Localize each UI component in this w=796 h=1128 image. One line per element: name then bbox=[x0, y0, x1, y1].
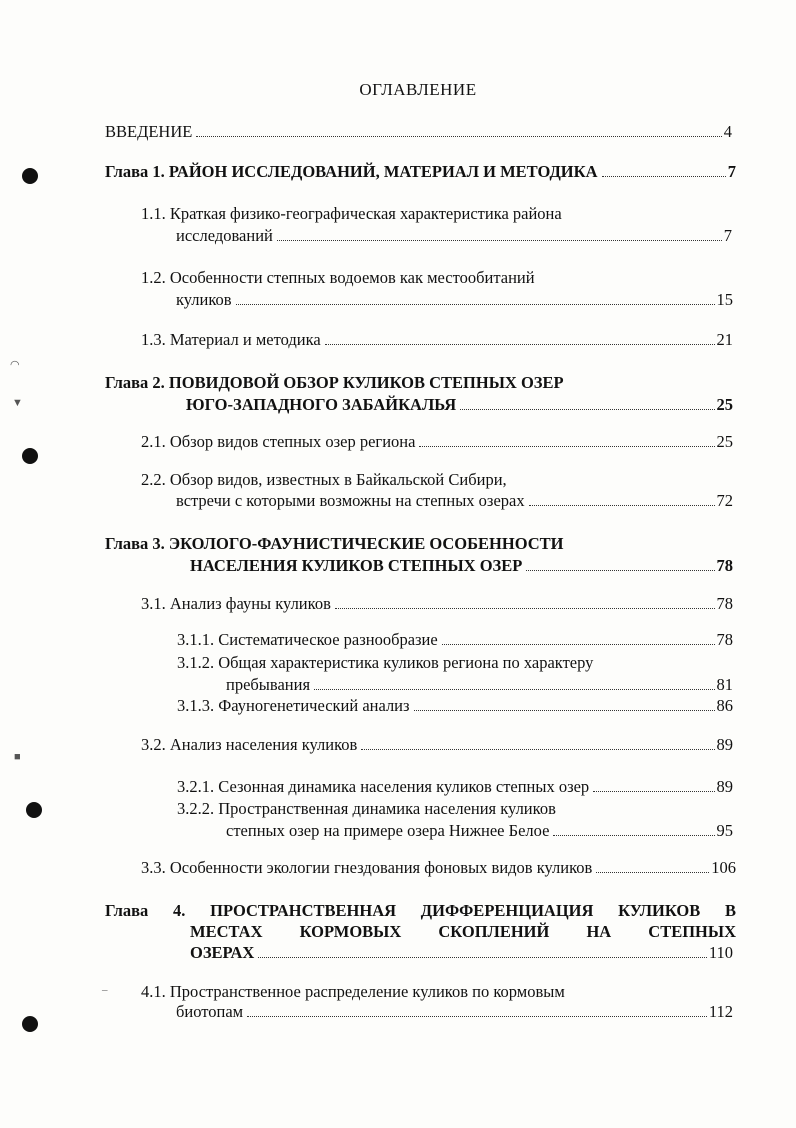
scan-speck: ■ bbox=[14, 751, 21, 763]
page-number: 15 bbox=[716, 290, 733, 309]
page-number: 25 bbox=[716, 395, 733, 414]
leader-dots bbox=[419, 446, 714, 447]
toc-title: ОГЛАВЛЕНИЕ bbox=[359, 80, 477, 99]
page-number: 112 bbox=[708, 1002, 733, 1021]
leader-dots bbox=[602, 176, 726, 177]
toc-section-3-3[interactable] bbox=[141, 858, 736, 878]
toc-chapter-2[interactable] bbox=[186, 395, 733, 415]
leader-dots bbox=[593, 791, 714, 792]
page-number: 81 bbox=[716, 675, 733, 694]
binder-hole bbox=[26, 802, 42, 818]
page-number: 86 bbox=[716, 696, 733, 715]
toc-section-1-3[interactable] bbox=[141, 330, 733, 350]
scan-speck: ▼ bbox=[12, 397, 23, 409]
entry-text: пребывания bbox=[226, 675, 311, 694]
toc-section-3-2-2-line1[interactable]: 3.2.2. Пространственная динамика населения куликов bbox=[177, 799, 556, 818]
entry-text: встречи с которыми возможны на степных озерах bbox=[176, 491, 525, 510]
chapter-word: КОРМОВЫХ bbox=[299, 922, 402, 941]
toc-chapter-4-line1[interactable] bbox=[105, 901, 736, 921]
leader-dots bbox=[596, 872, 709, 873]
page-number: 25 bbox=[716, 432, 733, 451]
toc-chapter-4[interactable] bbox=[190, 943, 733, 963]
toc-section-4-1[interactable] bbox=[176, 1002, 733, 1022]
scan-speck: – bbox=[102, 984, 108, 996]
page-number: 7 bbox=[727, 162, 736, 181]
entry-text: Глава 1. РАЙОН ИССЛЕДОВАНИЙ, МАТЕРИАЛ И МЕТОДИКА bbox=[105, 162, 598, 181]
leader-dots bbox=[314, 689, 714, 690]
page-number: 78 bbox=[716, 556, 733, 575]
leader-dots bbox=[247, 1016, 707, 1017]
entry-text: 3.2.1. Сезонная динамика населения куликов степных озер bbox=[177, 777, 590, 796]
leader-dots bbox=[526, 570, 714, 571]
leader-dots bbox=[460, 409, 714, 410]
leader-dots bbox=[236, 304, 715, 305]
page-number: 78 bbox=[716, 630, 733, 649]
page-number: 72 bbox=[716, 491, 733, 510]
toc-section-1-2-line1[interactable]: 1.2. Особенности степных водоемов как местообитаний bbox=[141, 268, 535, 287]
entry-text: 3.3. Особенности экологии гнездования фоновых видов куликов bbox=[141, 858, 593, 877]
toc-entry-intro[interactable] bbox=[105, 122, 732, 142]
toc-section-1-1[interactable] bbox=[176, 226, 732, 246]
leader-dots bbox=[258, 957, 707, 958]
page-number: 78 bbox=[716, 594, 733, 613]
toc-section-3-1-2[interactable] bbox=[226, 675, 733, 695]
toc-chapter-4-line2[interactable] bbox=[190, 922, 736, 942]
toc-section-1-2[interactable] bbox=[176, 290, 733, 310]
toc-section-2-2-line1[interactable]: 2.2. Обзор видов, известных в Байкальской Сибири, bbox=[141, 470, 507, 489]
leader-dots bbox=[442, 644, 715, 645]
chapter-word: КУЛИКОВ bbox=[618, 901, 701, 920]
entry-text: ОЗЕРАХ bbox=[190, 943, 255, 962]
toc-chapter-3[interactable] bbox=[190, 556, 733, 576]
scan-speck: ◠ bbox=[10, 359, 20, 371]
toc-section-3-1-3[interactable] bbox=[177, 696, 733, 716]
entry-text: ВВЕДЕНИЕ bbox=[105, 122, 193, 141]
toc-section-1-1-line1[interactable]: 1.1. Краткая физико-географическая характеристика района bbox=[141, 204, 562, 223]
entry-text: 3.1.3. Фауногенетический анализ bbox=[177, 696, 410, 715]
toc-section-3-2-2[interactable] bbox=[226, 821, 733, 841]
entry-text: 2.1. Обзор видов степных озер региона bbox=[141, 432, 416, 451]
chapter-word: В bbox=[724, 901, 736, 920]
leader-dots bbox=[325, 344, 715, 345]
page-number: 95 bbox=[716, 821, 733, 840]
toc-section-3-1-2-line1[interactable]: 3.1.2. Общая характеристика куликов региона по характеру bbox=[177, 653, 594, 672]
entry-text: 1.3. Материал и методика bbox=[141, 330, 321, 349]
binder-hole bbox=[22, 448, 38, 464]
chapter-word: СТЕПНЫХ bbox=[648, 922, 736, 941]
page-number: 21 bbox=[716, 330, 733, 349]
entry-text: 3.1. Анализ фауны куликов bbox=[141, 594, 331, 613]
toc-section-4-1-line1[interactable]: 4.1. Пространственное распределение куликов по кормовым bbox=[141, 982, 565, 1001]
toc-chapter-1[interactable] bbox=[105, 162, 736, 182]
toc-section-3-1[interactable] bbox=[141, 594, 733, 614]
entry-text: биотопам bbox=[176, 1002, 244, 1021]
toc-section-2-1[interactable] bbox=[141, 432, 733, 452]
leader-dots bbox=[553, 835, 714, 836]
page-number: 106 bbox=[711, 858, 736, 877]
entry-text: исследований bbox=[176, 226, 273, 245]
entry-text: ЮГО-ЗАПАДНОГО ЗАБАЙКАЛЬЯ bbox=[186, 395, 457, 414]
page-number: 89 bbox=[716, 777, 733, 796]
chapter-word: НА bbox=[586, 922, 612, 941]
page-number: 4 bbox=[723, 122, 732, 141]
leader-dots bbox=[335, 608, 715, 609]
leader-dots bbox=[361, 749, 714, 750]
chapter-word: ДИФФЕРЕНЦИАЦИЯ bbox=[420, 901, 594, 920]
leader-dots bbox=[196, 136, 721, 137]
page-number: 89 bbox=[716, 735, 733, 754]
toc-chapter-3-line1[interactable]: Глава 3. ЭКОЛОГО-ФАУНИСТИЧЕСКИЕ ОСОБЕННОСТИ bbox=[105, 534, 564, 553]
leader-dots bbox=[414, 710, 715, 711]
binder-hole bbox=[22, 1016, 38, 1032]
leader-dots bbox=[277, 240, 722, 241]
entry-text: 3.2. Анализ населения куликов bbox=[141, 735, 358, 754]
entry-text: 3.1.1. Систематическое разнообразие bbox=[177, 630, 438, 649]
leader-dots bbox=[529, 505, 715, 506]
entry-text: куликов bbox=[176, 290, 232, 309]
chapter-word: 4. bbox=[173, 901, 186, 920]
chapter-word: ПРОСТРАНСТВЕННАЯ bbox=[210, 901, 397, 920]
page-number: 110 bbox=[708, 943, 733, 962]
toc-section-3-2-1[interactable] bbox=[177, 777, 733, 797]
chapter-word: МЕСТАХ bbox=[190, 922, 263, 941]
chapter-label: Глава bbox=[105, 901, 149, 920]
toc-section-3-2[interactable] bbox=[141, 735, 733, 755]
binder-hole bbox=[22, 168, 38, 184]
chapter-word: СКОПЛЕНИЙ bbox=[438, 922, 550, 941]
entry-text: НАСЕЛЕНИЯ КУЛИКОВ СТЕПНЫХ ОЗЕР bbox=[190, 556, 523, 575]
page-number: 7 bbox=[723, 226, 732, 245]
toc-section-2-2[interactable] bbox=[176, 491, 733, 511]
toc-chapter-2-line1[interactable]: Глава 2. ПОВИДОВОЙ ОБЗОР КУЛИКОВ СТЕПНЫХ ОЗЕР bbox=[105, 373, 564, 392]
entry-text: степных озер на примере озера Нижнее Белое bbox=[226, 821, 550, 840]
toc-section-3-1-1[interactable] bbox=[177, 630, 733, 650]
